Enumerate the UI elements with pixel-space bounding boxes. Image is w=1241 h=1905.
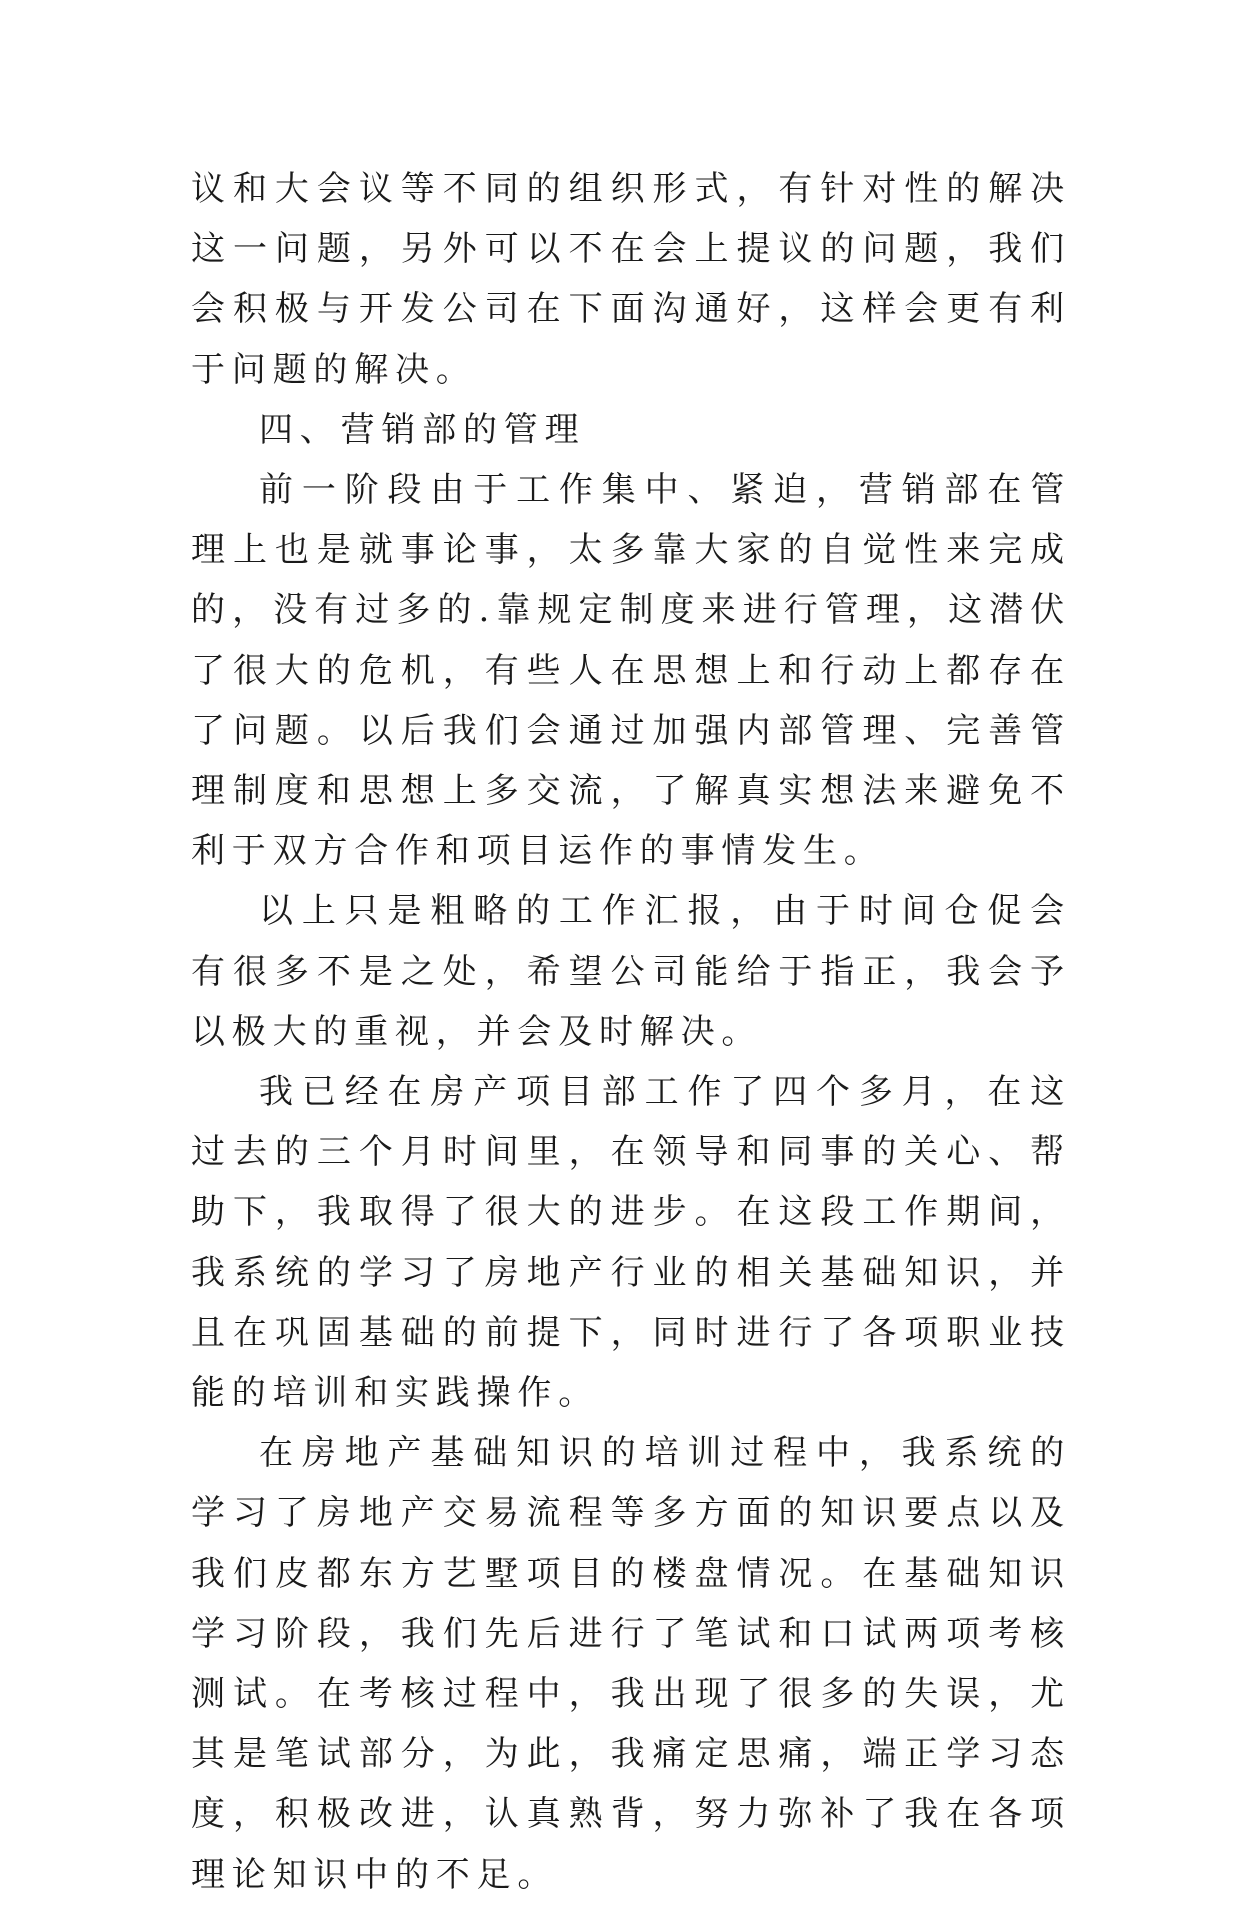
paragraph-training-process: 在房地产基础知识的培训过程中，我系统的学习了房地产交易流程等多方面的知识要点以及我们皮都东方艺墅项目的楼盘情况。在基础知识学习阶段，我们先后进行了笔试和口试两项考核测试。在考核过程中，我出现了很多的失误，尤其是笔试部分，为此，我痛定思痛，端正学习态度，积极改进，认真熟背，努力弥补了我在各项理论知识中的不足。 xyxy=(191,1433,1071,1895)
body-text xyxy=(191,159,1071,1905)
paragraph-work-experience: 我已经在房产项目部工作了四个多月，在这过去的三个月时间里，在领导和同事的关心、帮助下，我取得了很大的进步。在这段工作期间，我系统的学习了房地产行业的相关基础知识，并且在巩固基础的前提下，同时进行了各项职业技能的培训和实践操作。 xyxy=(191,1072,1071,1414)
section-heading-marketing-management: 四、营销部的管理 xyxy=(259,409,586,450)
paragraph-report-closing: 以上只是粗略的工作汇报，由于时间仓促会有很多不是之处，希望公司能给于指正，我会予以极大的重视，并会及时解决。 xyxy=(191,891,1071,1052)
paragraph-management-issues: 前一阶段由于工作集中、紧迫，营销部在管理上也是就事论事，太多靠大家的自觉性来完成的，没有过多的.靠规定制度来进行管理，这潜伏了很大的危机，有些人在思想上和行动上都存在了问题。以后我们会通过加强内部管理、完善管理制度和思想上多交流，了解真实想法来避免不利于双方合作和项目运作的事情发生。 xyxy=(191,470,1071,872)
paragraph-meeting-forms: 议和大会议等不同的组织形式，有针对性的解决这一问题，另外可以不在会上提议的问题，我们会积极与开发公司在下面沟通好，这样会更有利于问题的解决。 xyxy=(191,169,1071,390)
